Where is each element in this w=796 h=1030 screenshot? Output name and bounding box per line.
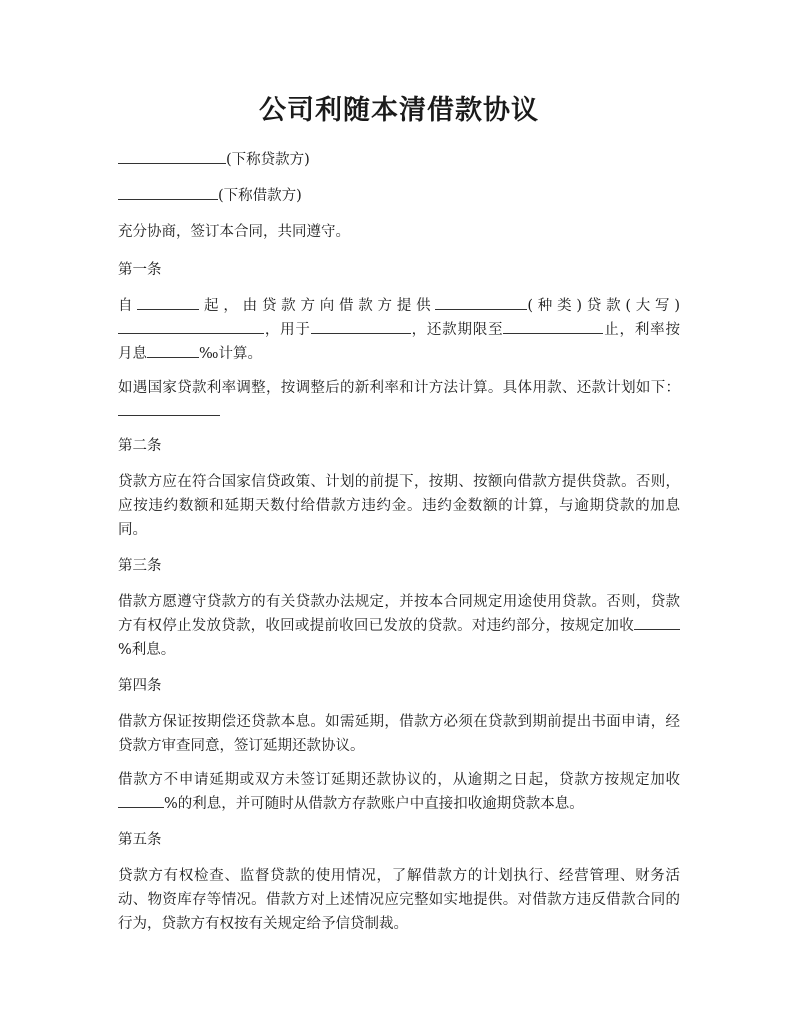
text-segment: %的利息，并可随时从借款方存款账户中直接扣收逾期贷款本息。 — [164, 796, 584, 812]
text-segment: %利息。 — [118, 642, 176, 658]
amount-blank — [118, 318, 264, 334]
lender-blank — [118, 148, 226, 164]
text-segment: (种类)贷款(大写) — [527, 298, 680, 314]
purpose-blank — [311, 318, 411, 334]
article-3-heading: 第三条 — [118, 558, 162, 574]
text-segment: 起，由贷款方向借款方提供 — [199, 298, 436, 314]
lender-label: (下称贷款方) — [226, 152, 310, 168]
article-4-paragraph-2 — [118, 768, 680, 816]
text-segment: 如遇国家贷款利率调整，按调整后的新利率和计方法计算。具体用款、还款计划如下： — [118, 380, 680, 396]
text-segment: ‰计算。 — [199, 346, 262, 362]
rate-blank — [147, 342, 199, 358]
penalty-rate-blank — [634, 614, 680, 630]
date-blank — [137, 294, 199, 310]
article-3-paragraph-1 — [118, 590, 680, 662]
lender-line — [118, 148, 680, 172]
article-1-heading: 第一条 — [118, 262, 162, 278]
text-segment: 借款方不申请延期或双方未签订延期还款协议的，从逾期之日起，贷款方按规定加收 — [118, 772, 680, 788]
due-date-blank — [503, 318, 603, 334]
article-4-heading: 第四条 — [118, 678, 162, 694]
article-4-paragraph-1: 借款方保证按期偿还贷款本息。如需延期，借款方必须在贷款到期前提出书面申请，经贷款方审查同意，签订延期还款协议。 — [118, 714, 680, 754]
text-segment: 借款方愿遵守贷款方的有关贷款办法规定，并按本合同规定用途使用贷款。否则，贷款方有权停止发放贷款，收回或提前收回已发放的贷款。对违约部分，按规定加收 — [118, 594, 680, 634]
borrower-line — [118, 184, 680, 208]
article-1-paragraph-1 — [118, 294, 680, 366]
borrower-label: (下称借款方) — [218, 188, 302, 204]
article-2-heading: 第二条 — [118, 438, 162, 454]
article-1-paragraph-2 — [118, 376, 680, 424]
text-segment: 止，利率按月息 — [118, 322, 680, 362]
article-5-paragraph-1: 贷款方有权检查、监督贷款的使用情况，了解借款方的计划执行、经营管理、财务活动、物资库存等情况。借款方对上述情况应完整如实地提供。对借款方违反借款合同的行为，贷款方有权按有关规定给予信贷制裁。 — [118, 868, 680, 932]
text-segment: ，还款期限至 — [410, 322, 504, 338]
article-5-heading: 第五条 — [118, 832, 162, 848]
document-title: 公司利随本清借款协议 — [259, 95, 539, 126]
loan-type-blank — [435, 294, 527, 310]
overdue-rate-blank — [118, 792, 164, 808]
text-segment: 自 — [118, 298, 138, 314]
plan-blank — [118, 400, 220, 416]
borrower-blank — [118, 184, 218, 200]
intro-text: 充分协商，签订本合同，共同遵守。 — [118, 224, 350, 240]
text-segment: ，用于 — [264, 322, 311, 338]
article-2-paragraph-1: 贷款方应在符合国家信贷政策、计划的前提下，按期、按额向借款方提供贷款。否则，应按违约数额和延期天数付给借款方违约金。违约金数额的计算，与逾期贷款的加息同。 — [118, 474, 680, 538]
